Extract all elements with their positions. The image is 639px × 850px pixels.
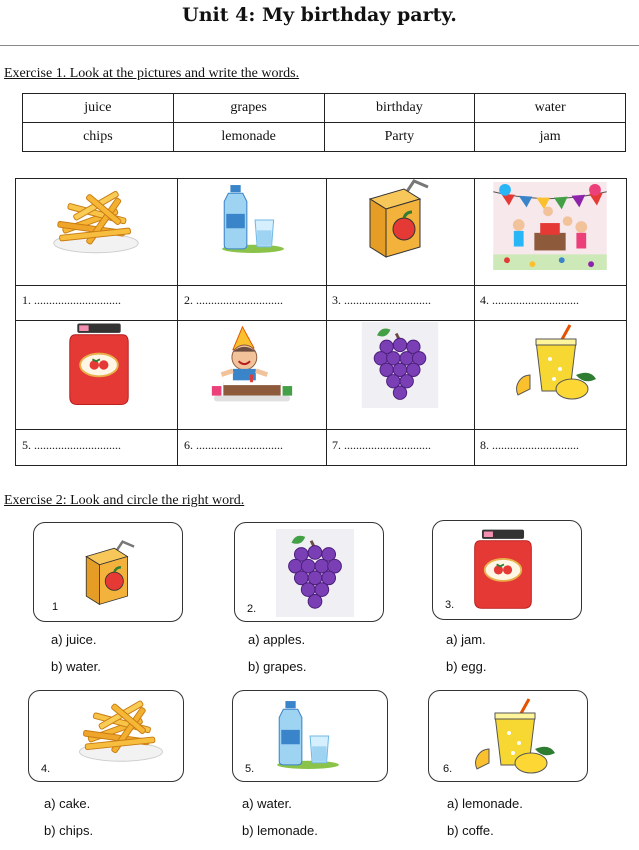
blank-5[interactable]: 5. .............................: [22, 438, 121, 452]
word-cell: jam: [475, 123, 626, 152]
option-a-5[interactable]: a) water.: [242, 796, 292, 811]
option-a-6[interactable]: a) lemonade.: [447, 796, 523, 811]
title-divider: [0, 45, 639, 46]
question-number: 3.: [445, 599, 455, 611]
blank-2[interactable]: 2. .............................: [184, 293, 283, 307]
chips-icon: [73, 699, 169, 765]
question-card-5: [232, 690, 388, 782]
question-card-3: [432, 520, 582, 620]
option-a-3[interactable]: a) jam.: [446, 632, 486, 647]
water-bottle-icon: [216, 183, 288, 255]
option-b-3[interactable]: b) egg.: [446, 659, 487, 674]
word-cell: Party: [324, 123, 475, 152]
option-b-4[interactable]: b) chips.: [44, 823, 94, 838]
juice-box-icon: [360, 179, 440, 259]
blank-1[interactable]: 1. .............................: [22, 293, 121, 307]
blank-7[interactable]: 7. .............................: [332, 438, 431, 452]
blank-4[interactable]: 4. .............................: [480, 293, 579, 307]
blank-6[interactable]: 6. .............................: [184, 438, 283, 452]
lemonade-icon: [469, 697, 559, 777]
option-a-1[interactable]: a) juice.: [51, 632, 97, 647]
word-cell: water: [475, 94, 626, 123]
question-number: 6.: [443, 763, 453, 775]
birthday-boy-icon: [204, 323, 300, 409]
jam-jar-icon: [471, 527, 535, 611]
word-bank-table: [22, 93, 626, 152]
word-cell: lemonade: [173, 123, 324, 152]
option-b-6[interactable]: b) coffe.: [447, 823, 494, 838]
lemonade-icon: [510, 323, 600, 403]
party-scene-icon: [492, 182, 608, 270]
word-bank-row: [23, 94, 626, 123]
water-bottle-icon: [271, 699, 343, 771]
option-a-4[interactable]: a) cake.: [44, 796, 91, 811]
page-title: Unit 4: My birthday party.: [182, 4, 457, 26]
option-b-5[interactable]: b) lemonade.: [242, 823, 318, 838]
question-number: 1: [52, 601, 59, 613]
question-number: 2.: [247, 603, 257, 615]
chips-icon: [48, 189, 144, 257]
option-b-2[interactable]: b) grapes.: [248, 659, 307, 674]
picture-grid: [15, 178, 627, 466]
word-cell: juice: [23, 94, 174, 123]
question-card-6: [428, 690, 588, 782]
question-number: 4.: [41, 763, 51, 775]
word-cell: birthday: [324, 94, 475, 123]
option-a-2[interactable]: a) apples.: [248, 632, 306, 647]
word-cell: chips: [23, 123, 174, 152]
exercise1-heading: Exercise 1. Look at the pictures and write the words.: [4, 66, 300, 81]
option-b-1[interactable]: b) water.: [51, 659, 101, 674]
grapes-icon: [358, 322, 442, 408]
question-card-2: [234, 522, 384, 622]
word-bank-row: [23, 123, 626, 152]
question-card-1: [33, 522, 183, 622]
juice-box-icon: [78, 531, 144, 615]
word-cell: grapes: [173, 94, 324, 123]
blank-8[interactable]: 8. .............................: [480, 438, 579, 452]
blank-3[interactable]: 3. .............................: [332, 293, 431, 307]
exercise2-heading: Exercise 2: Look and circle the right word.: [4, 493, 245, 508]
jam-jar-icon: [66, 321, 132, 407]
grapes-icon: [275, 529, 355, 617]
question-number: 5.: [245, 763, 255, 775]
question-card-4: [28, 690, 184, 782]
